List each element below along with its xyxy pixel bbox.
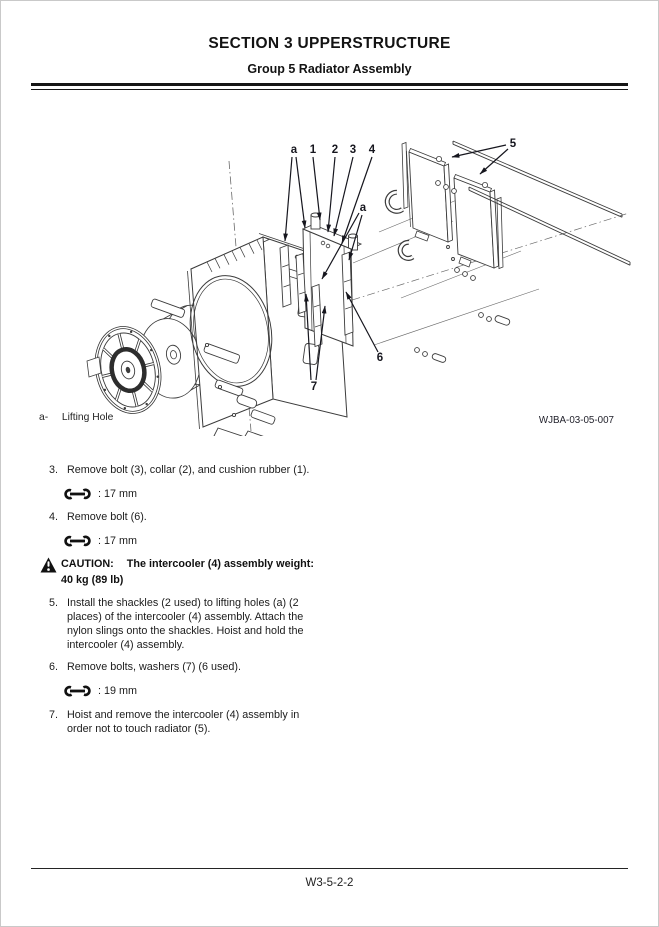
radiator-assembly-diagram xyxy=(1,121,659,436)
step-4-number: 4. xyxy=(49,511,59,524)
tool-size-2: : 17 mm xyxy=(98,534,137,547)
callout-6: 6 xyxy=(376,352,384,364)
wrench-icon xyxy=(63,535,92,547)
step-6-number: 6. xyxy=(49,661,59,674)
warning-triangle-icon xyxy=(40,557,57,573)
callout-5: 5 xyxy=(509,138,517,150)
caution-weight: 40 kg (89 lb) xyxy=(61,574,124,587)
callout-2: 2 xyxy=(331,144,339,156)
caution-block xyxy=(40,557,325,587)
callout-3: 3 xyxy=(349,144,357,156)
step-4 xyxy=(49,510,325,524)
radiator-cores xyxy=(402,143,503,269)
group-subtitle: Group 5 Radiator Assembly xyxy=(247,62,412,76)
header-rule-thin xyxy=(31,89,628,90)
step-7-number: 7. xyxy=(49,708,59,721)
callout-a-top: a xyxy=(290,144,298,156)
tool-size-row-2 xyxy=(63,534,325,547)
caution-label: CAUTION: xyxy=(61,558,114,571)
caution-text: The intercooler (4) assembly weight: xyxy=(126,558,314,571)
procedure-steps xyxy=(49,463,325,744)
legend-key: a- xyxy=(39,412,49,423)
figure-code: WJBA-03-05-007 xyxy=(538,415,614,426)
page-number: W3-5-2-2 xyxy=(305,877,354,889)
tool-size-row-3 xyxy=(63,685,325,698)
legend-label: Lifting Hole xyxy=(61,412,114,423)
step-6 xyxy=(49,660,325,674)
wrench-icon xyxy=(63,488,92,500)
step-4-text: Remove bolt (6). xyxy=(67,511,147,524)
tool-size-row-1 xyxy=(63,487,325,500)
figure-legend xyxy=(39,412,113,423)
footer-rule xyxy=(31,868,628,869)
tool-size-1: : 17 mm xyxy=(98,487,137,500)
tool-size-3: : 19 mm xyxy=(98,685,137,698)
step-3 xyxy=(49,463,325,477)
step-7-text: Hoist and remove the intercooler (4) assembly in order not to touch radiator (5). xyxy=(67,708,300,735)
callout-7: 7 xyxy=(310,381,318,393)
wrench-icon xyxy=(63,685,92,697)
header-rule-thick xyxy=(31,83,628,86)
callout-a-mid: a xyxy=(359,202,367,214)
step-5-number: 5. xyxy=(49,596,59,609)
step-5 xyxy=(49,596,325,653)
step-6-text: Remove bolts, washers (7) (6 used). xyxy=(67,661,242,674)
section-title: SECTION 3 UPPERSTRUCTURE xyxy=(208,35,451,52)
step-3-text: Remove bolt (3), collar (2), and cushion rubber (1). xyxy=(67,464,310,476)
callout-1: 1 xyxy=(309,144,317,156)
step-7 xyxy=(49,708,325,736)
step-5-text: Install the shackles (2 used) to lifting holes (a) (2 places) of the intercooler (4) assembly. Attach the nylon slings onto the shackles. Hoist and hold the intercooler (4) assembly. xyxy=(67,596,304,652)
step-3-number: 3. xyxy=(49,464,59,476)
callout-4: 4 xyxy=(368,144,376,156)
